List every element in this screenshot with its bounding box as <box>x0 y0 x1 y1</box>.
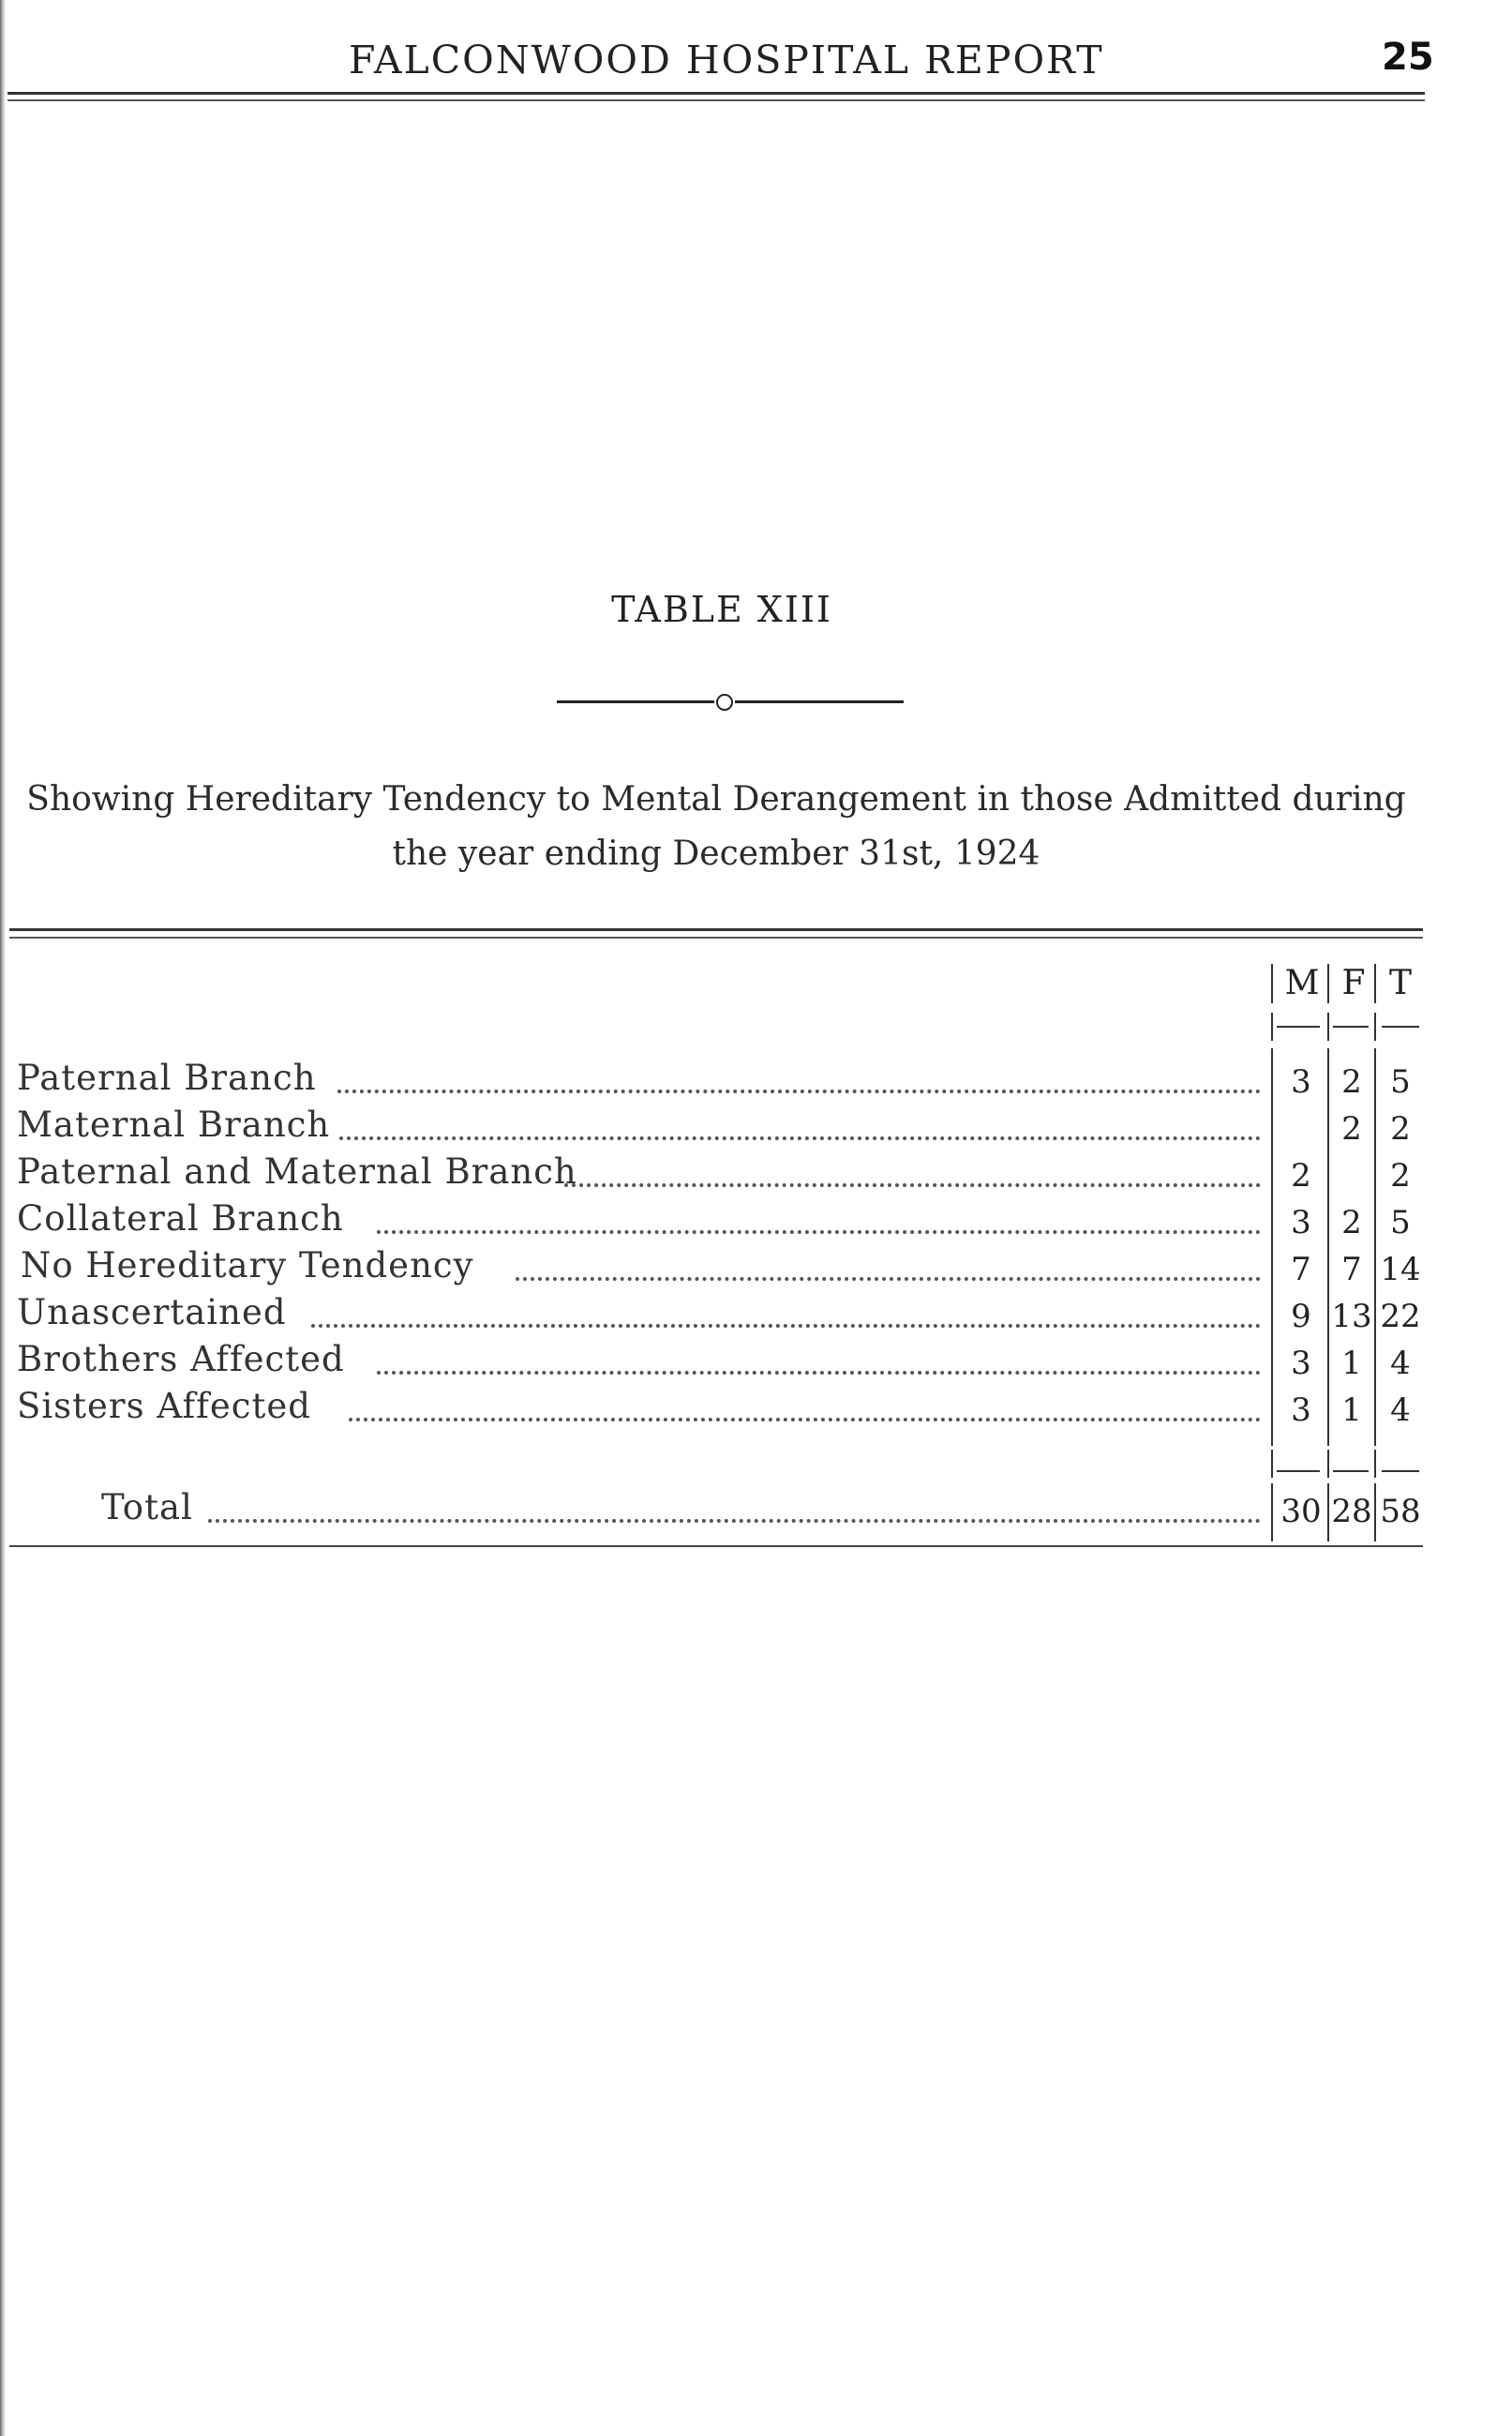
cell-t: 2 <box>1390 1110 1411 1148</box>
header-rule <box>7 92 1425 95</box>
subtitle-line-1: Showing Hereditary Tendency to Mental Derangement in those Admitted during <box>26 780 1406 819</box>
title-ornament <box>557 692 913 711</box>
column-line <box>1327 964 1329 1003</box>
dot-leader <box>208 1519 1261 1523</box>
total-row <box>0 1487 1512 1534</box>
column-header-f: F <box>1341 964 1366 1002</box>
row-label: Sisters Affected <box>17 1386 311 1426</box>
dot-leader <box>377 1371 1261 1375</box>
cell-f: 1 <box>1341 1345 1362 1382</box>
table-bottom-rule <box>9 1545 1423 1547</box>
running-header <box>0 34 1512 90</box>
cell-f: 2 <box>1341 1204 1362 1241</box>
dot-leader <box>564 1183 1261 1187</box>
cell-f: 13 <box>1331 1298 1372 1335</box>
dot-leader <box>349 1418 1261 1421</box>
table-row <box>0 1339 1512 1386</box>
dot-leader <box>516 1277 1261 1281</box>
total-f: 28 <box>1331 1493 1372 1530</box>
table-top-rule <box>9 928 1423 931</box>
subtitle-line-2: the year ending December 31st, 1924 <box>392 835 1040 873</box>
column-line <box>1327 1450 1329 1478</box>
row-label: Unascertained <box>17 1292 287 1332</box>
row-label: Paternal and Maternal Branch <box>17 1151 577 1192</box>
column-dash <box>1333 1026 1369 1028</box>
header-rule-secondary <box>7 99 1425 101</box>
cell-f: 1 <box>1341 1391 1362 1429</box>
cell-f: 2 <box>1341 1063 1362 1101</box>
table-row <box>0 1058 1512 1105</box>
cell-t: 4 <box>1390 1345 1411 1382</box>
column-header-t: T <box>1388 964 1412 1002</box>
column-dash <box>1277 1026 1320 1028</box>
cell-t: 5 <box>1390 1063 1411 1101</box>
total-m: 30 <box>1280 1493 1322 1530</box>
row-label: Brothers Affected <box>17 1339 345 1379</box>
column-line <box>1374 964 1376 1003</box>
column-line <box>1271 1450 1273 1478</box>
dot-leader <box>311 1324 1261 1328</box>
column-dash <box>1382 1470 1419 1472</box>
cell-m: 3 <box>1291 1204 1311 1241</box>
column-line <box>1271 964 1273 1003</box>
column-header-m: M <box>1284 964 1320 1002</box>
table-row <box>0 1105 1512 1151</box>
cell-f: 7 <box>1341 1251 1362 1288</box>
header-title: FALCONWOOD HOSPITAL REPORT <box>349 38 1104 83</box>
ornament-circle-icon <box>716 694 733 711</box>
total-t: 58 <box>1380 1493 1421 1530</box>
column-line <box>1374 1450 1376 1478</box>
cell-m: 3 <box>1291 1391 1311 1429</box>
cell-f: 2 <box>1341 1110 1362 1148</box>
cell-m: 2 <box>1291 1157 1311 1195</box>
dot-leader <box>339 1136 1261 1140</box>
column-dash <box>1382 1026 1419 1028</box>
column-line <box>1374 1013 1376 1041</box>
table-subtitle <box>13 773 1419 881</box>
column-dash <box>1333 1470 1369 1472</box>
table-row <box>0 1198 1512 1245</box>
row-label: Maternal Branch <box>17 1105 331 1145</box>
cell-t: 4 <box>1390 1391 1411 1429</box>
column-line <box>1271 1013 1273 1041</box>
cell-t: 2 <box>1390 1157 1411 1195</box>
cell-m: 9 <box>1291 1298 1311 1335</box>
cell-t: 14 <box>1380 1251 1421 1288</box>
row-label: Paternal Branch <box>17 1058 317 1098</box>
table-row <box>0 1386 1512 1433</box>
cell-m: 7 <box>1291 1251 1311 1288</box>
row-label: No Hereditary Tendency <box>21 1245 474 1286</box>
row-label: Collateral Branch <box>17 1198 344 1239</box>
cell-m: 3 <box>1291 1063 1311 1101</box>
total-label: Total <box>101 1487 193 1527</box>
column-dash <box>1277 1470 1320 1472</box>
page-number: 25 <box>1382 36 1434 79</box>
dot-leader <box>377 1230 1261 1234</box>
ornament-line-right <box>735 700 904 703</box>
cell-t: 22 <box>1380 1298 1421 1335</box>
cell-m: 3 <box>1291 1345 1311 1382</box>
ornament-line-left <box>557 700 714 703</box>
column-line <box>1327 1013 1329 1041</box>
table-row <box>0 1245 1512 1292</box>
dot-leader <box>337 1090 1261 1093</box>
table-top-rule-secondary <box>9 937 1423 939</box>
table-row <box>0 1292 1512 1339</box>
cell-t: 5 <box>1390 1204 1411 1241</box>
table-row <box>0 1151 1512 1198</box>
table-title: TABLE XIII <box>611 589 832 630</box>
